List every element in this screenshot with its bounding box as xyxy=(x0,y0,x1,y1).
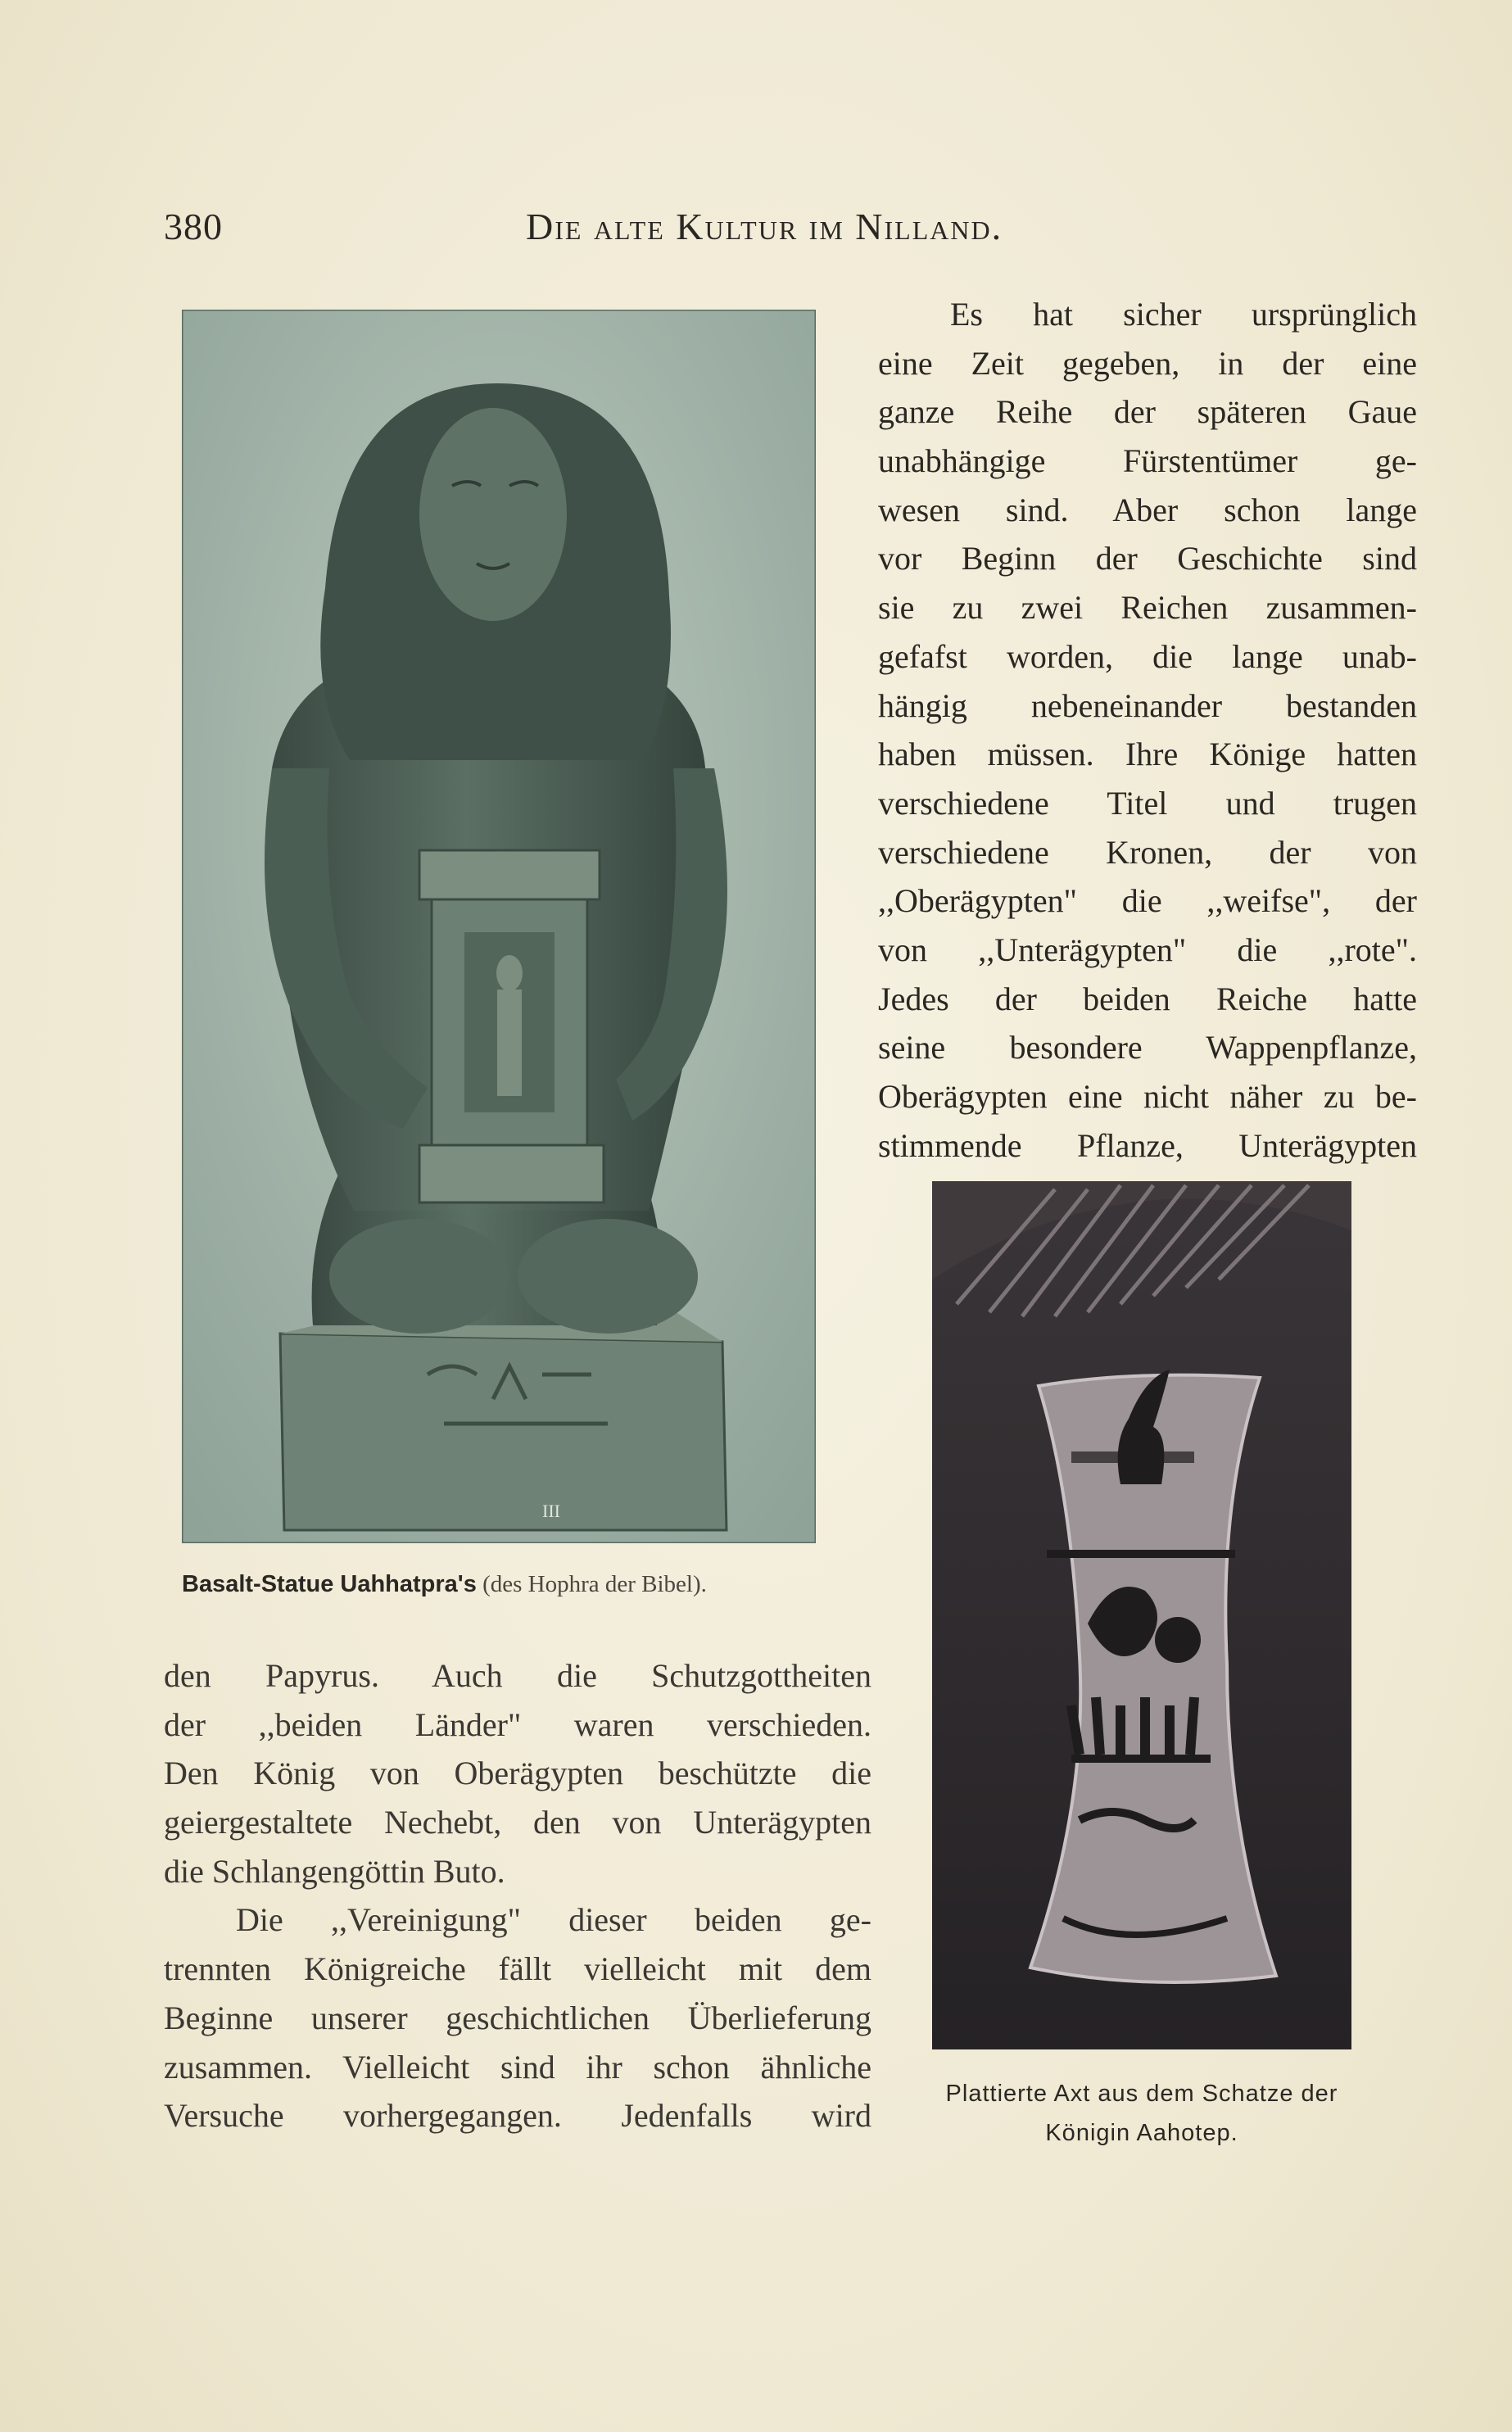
axe-caption-line-2: Königin Aahotep. xyxy=(1045,2120,1238,2146)
axe-caption xyxy=(899,2074,1384,2153)
text-line: geiergestaltete Nechebt, den von Unterägypten xyxy=(164,1804,871,1841)
text-line: zusammen. Vielleicht sind ihr schon ähnliche xyxy=(164,2048,871,2086)
text-line: verschiedene Kronen, der von xyxy=(878,833,1417,871)
text-line: trennten Königreiche fällt vielleicht mit dem xyxy=(164,1950,871,1988)
text-line: Jedes der beiden Reiche hatte xyxy=(878,980,1417,1017)
page-number: 380 xyxy=(164,206,223,247)
text-line: vor Beginn der Geschichte sind xyxy=(878,540,1417,577)
text-line: gefafst worden, die lange unab- xyxy=(878,637,1417,675)
text-line: Den König von Oberägypten beschützte die xyxy=(164,1755,871,1792)
text-line: ,,Oberägypten" die ,,weifse", der xyxy=(878,882,1417,920)
axe-photograph xyxy=(932,1181,1351,2049)
text-line: unabhängige Fürstentümer ge- xyxy=(878,442,1417,480)
text-line: stimmende Pflanze, Unterägypten xyxy=(878,1126,1417,1164)
text-line: die Schlangengöttin Buto. xyxy=(164,1852,505,1890)
statue-caption-note: (des Hophra der Bibel). xyxy=(482,1571,707,1597)
text-line: hängig nebeneinander bestanden xyxy=(878,686,1417,724)
text-line: sie zu zwei Reichen zusammen- xyxy=(878,589,1417,627)
text-line: von ,,Unterägypten" die ,,rote". xyxy=(878,931,1417,968)
statue-photograph xyxy=(182,310,816,1543)
text-line: Die ,,Vereinigung" dieser beiden ge- xyxy=(236,1901,871,1939)
text-line: wesen sind. Aber schon lange xyxy=(878,491,1417,528)
text-line: der ,,beiden Länder" waren verschieden. xyxy=(164,1705,871,1743)
statue-caption xyxy=(182,1571,707,1598)
text-line: ganze Reihe der späteren Gaue xyxy=(878,393,1417,431)
text-line: haben müssen. Ihre Könige hatten xyxy=(878,736,1417,773)
running-title: Die alte Kultur im Nilland. xyxy=(526,206,1003,247)
text-line: eine Zeit gegeben, in der eine xyxy=(878,344,1417,382)
text-line: verschiedene Titel und trugen xyxy=(878,784,1417,822)
left-text-column xyxy=(164,1651,871,2140)
text-line: Es hat sicher ursprünglich xyxy=(950,296,1417,333)
text-line: Oberägypten eine nicht näher zu be- xyxy=(878,1078,1417,1115)
plinth-mark: III xyxy=(542,1501,560,1521)
text-line: den Papyrus. Auch die Schutzgottheiten xyxy=(164,1657,871,1694)
text-line: seine besondere Wappenpflanze, xyxy=(878,1029,1417,1067)
page-header xyxy=(164,205,1147,262)
right-text-column xyxy=(878,290,1417,1170)
statue-caption-main: Basalt-Statue Uahhatpra's xyxy=(182,1571,477,1597)
axe-caption-line-1: Plattierte Axt aus dem Schatze der xyxy=(945,2081,1338,2107)
text-line: Beginne unserer geschichtlichen Überlieferung xyxy=(164,1999,871,2036)
text-line: Versuche vorhergegangen. Jedenfalls wird xyxy=(164,2097,871,2135)
